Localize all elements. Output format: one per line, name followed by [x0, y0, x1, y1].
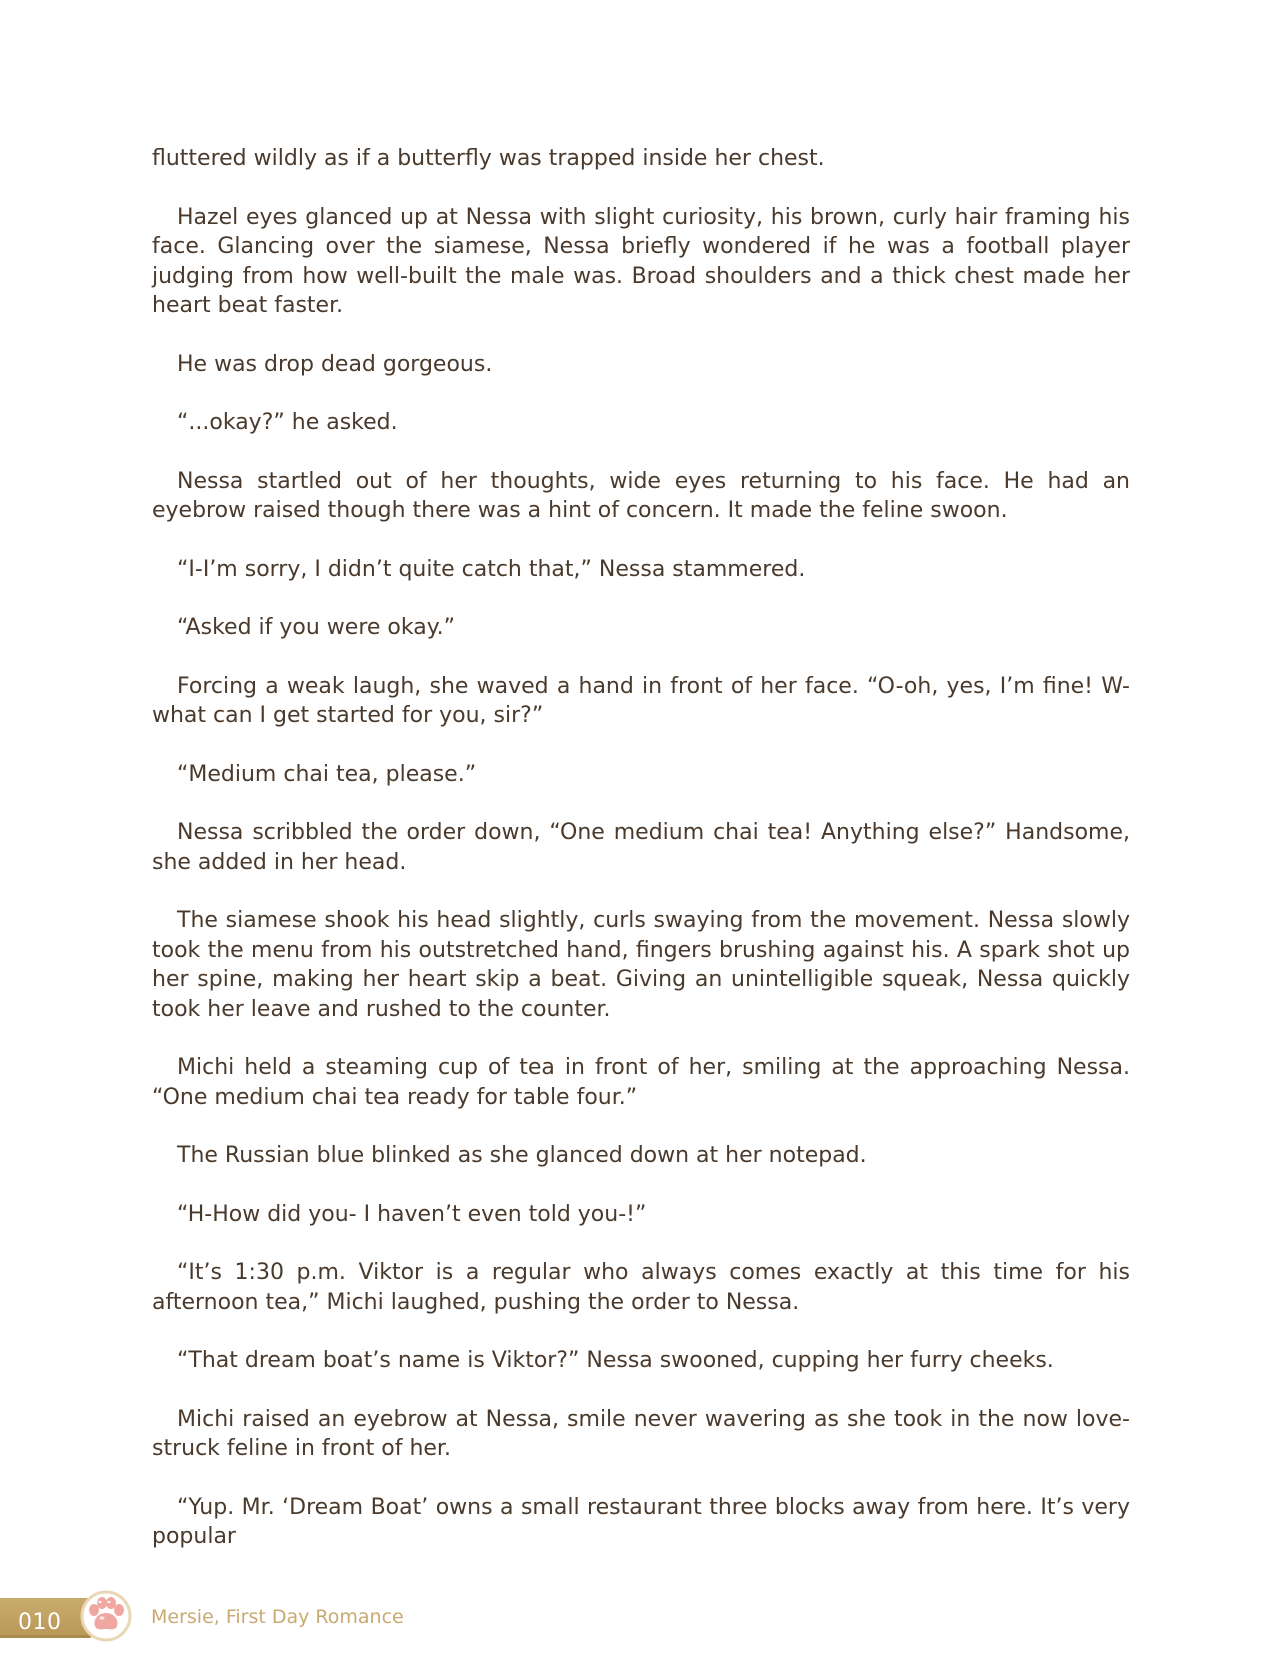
story-paragraph: “H-How did you- I haven’t even told you-!”	[177, 1201, 647, 1227]
story-paragraph: He was drop dead gorgeous.	[177, 351, 493, 377]
story-paragraph: fluttered wildly as if a butterfly was trapped inside her chest.	[152, 146, 825, 171]
story-paragraph: “It’s 1:30 p.m. Viktor is a regular who always comes exactly at this time for his afternoon tea,” Michi laughed, pushing the order to Nessa.	[152, 1260, 1130, 1315]
story-paragraph: “That dream boat’s name is Viktor?” Nessa swooned, cupping her furry cheeks.	[177, 1348, 1054, 1373]
story-paragraph: Hazel eyes glanced up at Nessa with slight curiosity, his brown, curly hair framing his face. Glancing over the siamese, Nessa briefly wondered if he was a football player judging from how well-built the male was. Broad shoulders and a thick chest made her heart beat faster.	[152, 204, 1130, 318]
story-paragraph: “Asked if you were okay.”	[177, 615, 455, 640]
story-paragraph: “Yup. Mr. ‘Dream Boat’ owns a small restaurant three blocks away from here. It’s very popular	[152, 1494, 1130, 1549]
book-title: Mersie, First Day Romance	[151, 1606, 404, 1628]
cat-paw-icon	[80, 1590, 132, 1642]
story-paragraph: Forcing a weak laugh, she waved a hand in front of her face. “O-oh, yes, I’m fine! W-what can I get started for you, sir?”	[152, 673, 1130, 728]
story-text-body	[152, 144, 1130, 1581]
story-paragraph: “Medium chai tea, please.”	[177, 761, 477, 787]
story-paragraph: The siamese shook his head slightly, curls swaying from the movement. Nessa slowly took the menu from his outstretched hand, fingers brushing against his. A spark shot up her spine, making her heart skip a beat. Giving an unintelligible squeak, Nessa quickly took her leave and rushed to the counter.	[152, 908, 1130, 1022]
story-paragraph: Nessa startled out of her thoughts, wide eyes returning to his face. He had an eyebrow raised though there was a hint of concern. It made the feline swoon.	[152, 468, 1130, 523]
page-number: 010	[18, 1610, 62, 1635]
page-footer	[0, 1590, 700, 1642]
story-paragraph: The Russian blue blinked as she glanced down at her notepad.	[177, 1143, 867, 1168]
page-number-tab	[0, 1598, 92, 1638]
story-paragraph: “I-I’m sorry, I didn’t quite catch that,” Nessa stammered.	[177, 556, 806, 582]
story-paragraph: Nessa scribbled the order down, “One medium chai tea! Anything else?” Handsome, she added in her head.	[152, 820, 1130, 875]
story-paragraph: Michi held a steaming cup of tea in front of her, smiling at the approaching Nessa. “One medium chai tea ready for table four.”	[152, 1055, 1130, 1110]
story-paragraph: Michi raised an eyebrow at Nessa, smile never wavering as she took in the now love-struck feline in front of her.	[152, 1406, 1130, 1461]
story-paragraph: “...okay?” he asked.	[177, 410, 398, 435]
